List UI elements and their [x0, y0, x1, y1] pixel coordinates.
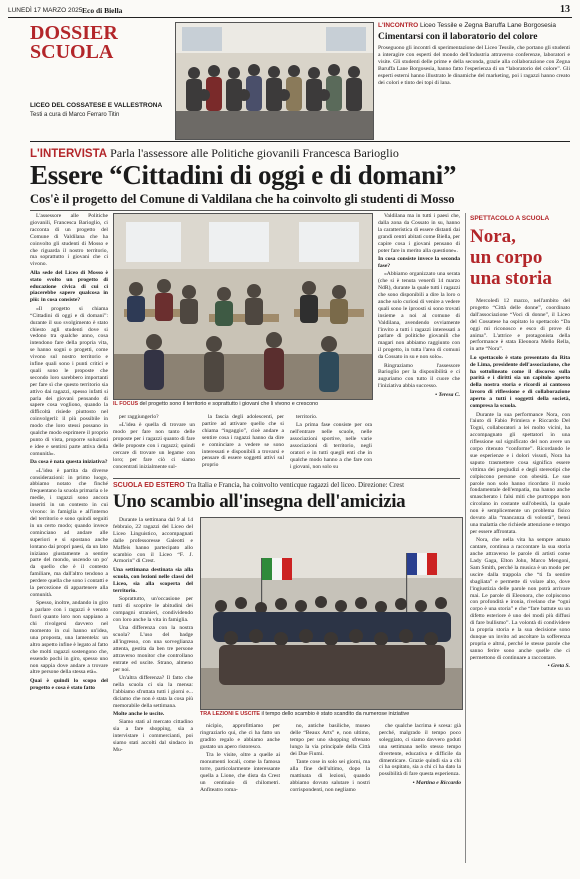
group-photo-lab	[175, 22, 374, 140]
intervista-paragraph: «Abbiamo organizzato una serata (che si è tenuta venerdì 14 marzo NdR), durante la quale tutti i ragazzi che sono disponibili a dire la loro o anche solo curiosi di venire a vedere quali sono le iproosti si sono trovati insieme a noi al comune di Valdilana, avendendo ovviamente l'invito a tutti i ragazzi interessati a parlare di politiche giovanili che magari non abbiamo raggiunto con il progetto, in tutta l'area di comuni da Cossato in su e non solo».	[378, 271, 460, 361]
students-photo-valdilana-image	[114, 214, 372, 399]
intervista-col-2	[113, 414, 195, 476]
intervista-paragraph: Spesso, inoltre, andando in giro a parlare con i ragazzi è venuto fuori quanto loro non sappiano a chi rivolgersi davvero nel momento in cui hanno un'idea, una proposta, una lamentela: un altro aspetto infine è legato al fatto che molti ragazzi sostengono che, essendo pochi in giro, spesso uno non sappia dove andare a trovare altre persone della stessa età».	[30, 600, 108, 676]
dossier-box	[30, 22, 173, 138]
scambio-col-3	[290, 723, 370, 865]
header-rule	[8, 17, 572, 18]
section-rule-1	[30, 141, 570, 142]
scambio-paragraph: Tra le visite, oltre a quelle ai monumenti locali, come la famosa torre, particolarmente interessante quella a Lione, che dista da Crest un centinaio di chilometri. Anfiteatro roma-	[200, 752, 280, 793]
scambio-paragraph: Soprattutto, un'occasione per tutti di scoprire le abitudini dei compagni stranieri, condividendo con loro anche la vita in famiglia.	[113, 595, 193, 623]
intervista-paragraph: In cosa consiste invece la seconda fase?	[378, 255, 460, 269]
incontro-kicker: L'INCONTRO Liceo Tessile e Zegna Baruffa Lane Borgosesia	[378, 22, 556, 29]
intervista-paragraph: Alla sede del Liceo di Mosso è stato svolto un progetto di educazione civica di cui ci piacerebbe sapere qualcosa in più: in cosa consiste?	[30, 269, 108, 304]
students-photo-crest-image	[201, 518, 462, 709]
group-photo-lab-image	[176, 23, 373, 139]
scambio-col-1	[113, 517, 193, 865]
students-photo-crest	[200, 517, 463, 710]
intervista-paragraph: L'assessore alle Politiche giovanili, Francesca Barioglio, ci racconta di un progetto del Comune di Valdilana che ha coinvolto gli studenti di Mosso e che riguarda il nostro territorio, ma soprattutto i giovani che ci vivono.	[30, 213, 108, 268]
intervista-paragraph: Ringraziamo l'assessore Barioglio per la disponibilità e ci auguriamo con tutto il cuore che l'iniziativa abbia successo.	[378, 362, 460, 390]
spettacolo-kicker: SPETTACOLO A SCUOLA	[470, 215, 550, 222]
dossier-title: DOSSIER SCUOLA	[30, 22, 118, 63]
scambio-paragraph: nicipio, approfittiamo per ringraziarlo qui, che ci ha fatto un gradito regalo e abbiamo anche gustato un apero ristoresco.	[200, 723, 280, 750]
spettacolo-paragraph: Lo spettacolo è stato presentato da Rita de Lima, presidente dell'associazione, che ha sottolineato come il discorso sulla parità e i diritti sia un capitolo aperto della nostra storia e ricordi ai cantosso lavoro di riflessione e di collaborazione aperto a tutti i soggetti della società, compresa la scuola.	[470, 354, 570, 410]
page-header	[8, 4, 572, 16]
scambio-paragraph: Una settimana destinata sia alla scuola, con lezioni nelle classi del Liceo, sia alla scoperta del territorio.	[113, 566, 193, 594]
intervista-paragraph: La prima fase consiste per ora nell'entrare nelle scuole, nelle associazioni sportive, nelle varie associazioni di territorio, negli oratori e in tutti quegli enti che in qualche modo hanno a che fare con i giovani, non solo su	[290, 422, 372, 470]
intervista-col-1	[30, 213, 108, 865]
scambio-paragraph: Durante la settimana dal 9 al 14 febbraio, 22 ragazzi del Liceo del Liceo Linguistico, accompagnati dalle professoresse Galeotti e Maffeis hanno partecipato allo scambio con il Liceo “F. J. Armorin” di Crest.	[113, 517, 193, 565]
scambio-caption: TRA LEZIONI E USCITE il tempo dello scambio è stato scandito da numerose iniziative	[200, 711, 410, 717]
incontro-body: Proseguono gli incontri di sperimentazione del Liceo Tessile, che portano gli studenti a interagire con esperti del mondo dell'industria attraverso conferenze, laboratori e visite. Gli studenti delle prime e della seconda, grazie alla collaborazione con Zegna Baruffa Lane Borgosesia, hanno fatto l'esperienza di un “laboratorio del colore”. Gli esperti esterni hanno illustrato le dinamiche del marketing, poi i ragazzi hanno creato dei colori e tinto dei topi di lana.	[378, 45, 570, 86]
credits: Testi a cura di Marco Ferraro Titin	[30, 112, 120, 118]
intervista-paragraph: • Teresa C.	[435, 391, 460, 398]
intervista-paragraph: Quai è quindi lo scopo del progetto e cosa è stato fatto	[30, 677, 108, 691]
spettacolo-body	[470, 298, 570, 864]
intervista-col-5	[378, 213, 460, 475]
intervista-headline: Essere “Cittadini di oggi e di domani”	[30, 160, 457, 190]
header-date: LUNEDÌ 17 MARZO 2025	[8, 7, 83, 14]
scambio-paragraph: Tante cose in solo sei giorni, ma alla fine dell'ultimo, dopo la mattinata di lezioni, quando abbiamo dovuto salutare i nostri corrispondenti, non negliamo	[290, 759, 370, 793]
intervista-paragraph: per raggiungerlo?	[119, 414, 159, 420]
scambio-paragraph: Un'altra differenza? Il fatto che nella scuola ci sia la mensa: l'abbiamo sfruttata tutti i giorni e... diciamo che non è stata la cosa più memorabile della settimana.	[113, 674, 193, 709]
intervista-paragraph: «L'idea è partita da diverse considerazioni: in primo luogo, abbiamo notato che finché frequentano la scuola primaria o le medie, i ragazzi sono ancora inseriti in un contesto in cui vivono: in famiglia e all'interno del territorio e sono quindi seguiti in un certo modo; quando invece cominciano ad andare alle superiori e si spostano anche lontano dai propri paesi, da un lato iniziano giustamente a sentire parte del mondo, uscendo un po' da quello che è il contesto familiare, ma dall'altro tendono a perdere quella che sono i contatti e la percezione di appartenere alla comunità.	[30, 467, 108, 598]
intervista-paragraph: territorio.	[296, 414, 318, 420]
scambio-paragraph: che qualche lacrima è scesa: già perché, malgrado il tempo poco soleggiato, ci siamo davvero goduti una settimana nello stesso tempo divertente, educativa e difficile da dimenticare. Grazie quindi sia a chi ci ha ospitato, sia a chi ci ha dato la possibilità di fare questa esperienza.	[379, 723, 461, 778]
incontro-section	[378, 22, 570, 140]
intervista-paragraph: «L'idea è quella di trovare un modo per fare non tanto delle proposte per i ragazzi quanto di fare delle proposte con i ragazzi; quindi cercare di trovare un legame con loro; per fare ciò ci siamo concentrati inizialmente sul-	[113, 422, 195, 470]
scambio-paragraph: Molte anche le uscite.	[113, 710, 165, 717]
scambio-paragraph: Una differenza con la nostra scuola? L'uso del badge all'ingresso, con una sorveglianza attenta, gestita da ben tre persone attraverso monitor che controllano entrate ed uscite. Strano, almeno per noi.	[113, 625, 193, 673]
header-page-number: 13	[560, 4, 570, 15]
spettacolo-headline-line: un corpo	[470, 247, 543, 268]
school-name: LICEO DEL COSSATESE E VALLESTRONA	[30, 102, 163, 109]
column-rule-right	[465, 213, 466, 863]
intervista-paragraph: Valdilana ma in tutti i paesi che, dalla zona da Cossato in su, hanno la caratteristica di essere distanti dai grandi centri abitati come Biella, per capire cosa i giovani pensano di poter fare in merito alla questione».	[378, 213, 460, 254]
scambio-paragraph: • Martina e Riccardo	[412, 779, 461, 786]
scambio-headline: Uno scambio all'insegna dell'amicizia	[113, 491, 406, 512]
incontro-headline: Cimentarsi con il laboratorio del colore	[378, 32, 538, 42]
spettacolo-headline-line: una storia	[470, 268, 552, 289]
scambio-col-4	[379, 723, 461, 865]
intervista-paragraph: la fascia degli adolescenti, per partire ad attivare quello che si chiama “ingaggio”, cioè andare a sentire cosa i ragazzi hanno da dire e cominciare a vedere se sono interessati e disponibili a trovarsi e pensare di essere soggetti attivi sul proprio	[202, 414, 284, 469]
intervista-col-3	[202, 414, 284, 476]
spettacolo-headline-line: Nora,	[470, 226, 516, 247]
intervista-caption: IL FOCUS del progetto sono il territorio e soprattutto i giovani che li vivono e crescono	[113, 401, 319, 407]
spettacolo-paragraph: Mercoledì 12 marzo, nell'ambito del progetto “Città delle donne”, coordinato dall'associazione “Voci di donne”, il Liceo del Cossatese ha ospitato lo spettacolo “Da oggi mi riconosco e esco di prove di anima”. L'attrice e protagonista della performance è stata Eleonora Mello Rella, in arte “Nora”.	[470, 298, 570, 353]
spettacolo-paragraph: Durante la sua performance Nora, con l'aiuto di Fabio Primiera e Riccardo Del Togni, collaboratori a lei molto vicini, ha accompagnato gli spettatori in una riflessione sul significato del non avere un corpo ritenuto “conforme”. Ricordando le sue esperienze e i dolori vissuti, Nora ha saputo trasmettere cosa significa essere vittima dei pregiudizi e degli stereotipi che colpiscono persone con obesità. Le sue parole non solo hanno ricordato il ruolo fondamentale dell'empatia, ma hanno anche smascherato i falsi miti che purtroppo non circolano in costante sull'obesità, la quale non è semplicemente un problema fisico dovuto alla “mancanza di volontà”, bensì una malattia che richiede attenzione e tempo per essere affrontata.	[470, 411, 570, 535]
scambio-kicker: SCUOLA ED ESTERO Tra Italia e Francia, ha coinvolto venticque ragazzi del liceo. Direzione: Crest	[113, 481, 405, 489]
students-photo-valdilana	[113, 213, 373, 400]
intervista-kicker: L'INTERVISTA Parla l'assessore alle Politiche giovanili Francesca Barioglio	[30, 146, 399, 160]
spettacolo-paragraph: • Greta S.	[547, 663, 570, 670]
intervista-paragraph: «Il progetto si chiama “Cittadini di oggi e di domani”: durante il suo svolgimento è stato chiesto agli studenti dove si vedono tra qualche anno, cosa intendono fare della propria vita, se hanno sogni o progetti, come vivono sul nostro territorio e infine quali sono i punti critici e quali sono le proposte che secondo loro sarebbero importanti per fare sì che questo territorio sia attivo dai ragazzi, spesso infatti si parla dei giovani pensando di sapere cosa vogliono, quando la difficoltà risiede piuttosto nel coinvolgerli: il più possibile in modo che loro stessi possano in qualche modo esprimere il proprio punto di vista, proporre soluzioni e idee e sentirsi parte attiva della comunità».	[30, 305, 108, 457]
scambio-paragraph: no, antiche basiliche, museo delle “Beaux Arts” e, non ultimo, tempo per uno shopping sfrenato lungo la via principale della Città dei Due Fiumi.	[290, 723, 370, 757]
intervista-subhead: Cos'è il progetto del Comune di Valdilana che ha coinvolto gli studenti di Mosso	[30, 192, 455, 206]
intervista-rule	[30, 210, 460, 211]
scambio-paragraph: Siamo stati al mercato cittadino sia a fare shopping, sia a intervistare i commercianti, poi siamo stati accolti dal sindaco in Mu-	[113, 719, 193, 753]
intervista-paragraph: Da cosa è nata questa iniziativa?	[30, 459, 108, 466]
spettacolo-paragraph: Nora, che nella vita ha sempre amato cantare, continua a raccontare la sua storia anche attraverso le parole di artisti come Lady Gaga, Elton John, Marco Mengoni, Sam Smith, perché la musica è un modo per uscire dalla trappola che “ti fa sentire sbagliata” e permette di volare alto, dove l'ingiustizia delle parole non potrà arrivare mai. Le parole di Eleonora, che colpiscono con profondità e ironia, rivelano che “ogni corpo è una storia” e che “fare battute su un difetto esteriore è uno dei modi più diffusi di fare bullismo”. La volontà di condividere la propria storia e la sua decisione sono dunque un invito ad ascoltare la sofferenza propria e altrui, perché le stesse parole che sanno ferire sono anche quelle che ci permettono di continuare a raccontare.	[470, 537, 570, 661]
spettacolo-headline	[470, 226, 570, 289]
scambio-rule	[113, 478, 460, 479]
intervista-col-4	[290, 414, 372, 476]
scambio-col-2	[200, 723, 280, 865]
header-paper: Eco di Biella	[82, 6, 123, 15]
